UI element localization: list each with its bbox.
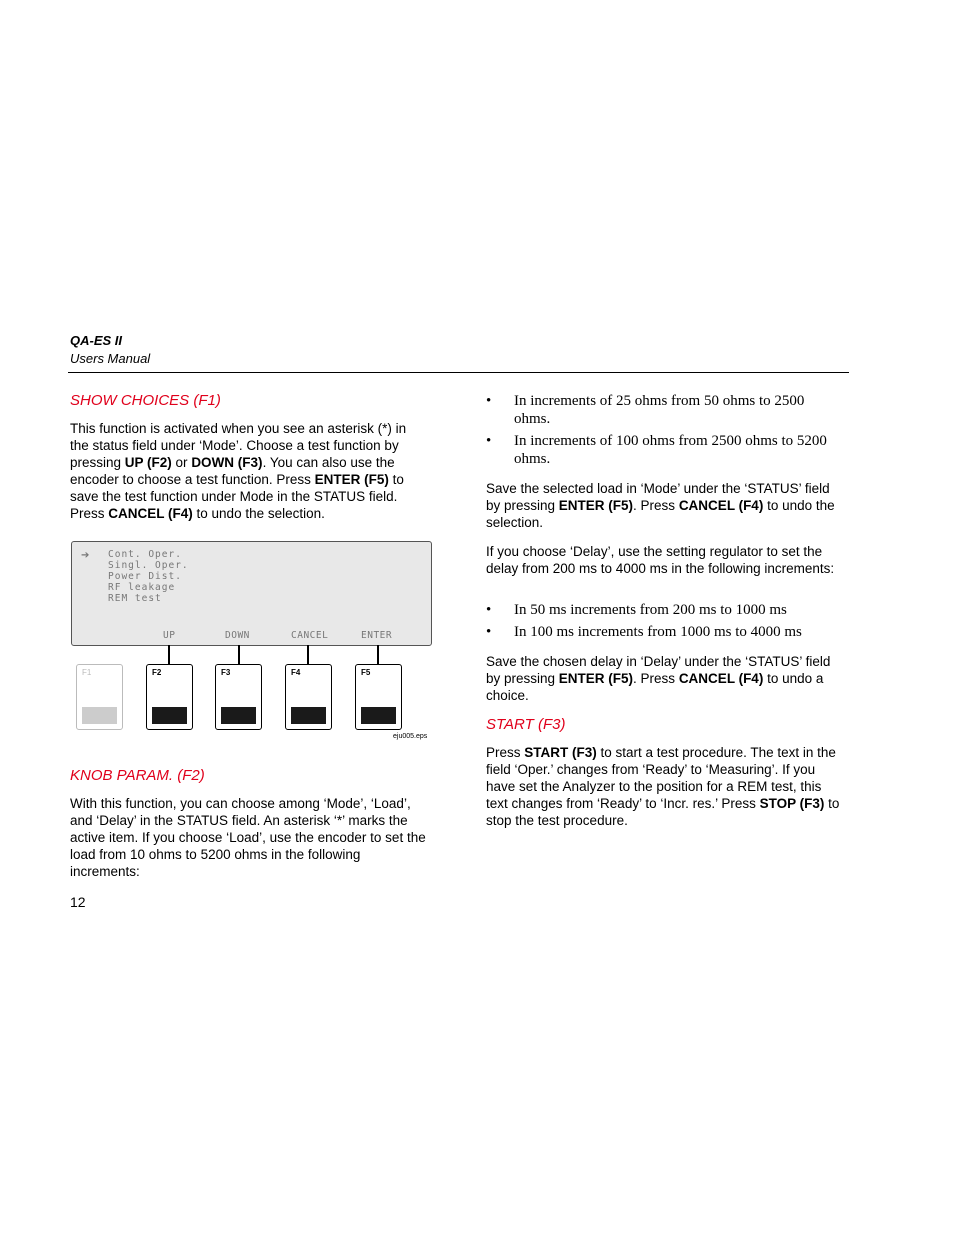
text-run: . You can also use the encoder to choose a test function. Press bbox=[70, 455, 395, 487]
delay-intro-paragraph: If you choose ‘Delay’, use the setting regulator to set the delay from 200 ms to 4000 ms in the following increments: bbox=[486, 544, 835, 576]
bullet-icon: • bbox=[486, 393, 492, 409]
show-choices-paragraph bbox=[70, 420, 426, 522]
text-run: Press bbox=[486, 745, 525, 760]
text-run: . Press bbox=[633, 671, 679, 686]
softkey-label-cancel: CANCEL bbox=[291, 630, 329, 641]
key-f4 bbox=[285, 664, 332, 730]
lcd-menu-item: RF leakage bbox=[108, 582, 176, 593]
bold-key-reference: ENTER (F5) bbox=[558, 671, 634, 686]
softkey-label-down: DOWN bbox=[225, 630, 250, 641]
key-connector bbox=[238, 645, 240, 664]
start-paragraph bbox=[486, 744, 842, 829]
key-f4-face bbox=[291, 707, 326, 724]
manual-subtitle: Users Manual bbox=[70, 351, 151, 366]
selection-arrow-icon: ➔ bbox=[81, 550, 90, 561]
key-connector bbox=[307, 645, 309, 664]
knob-param-heading: KNOB PARAM. (F2) bbox=[70, 767, 205, 784]
bullet-icon: • bbox=[486, 602, 492, 618]
page-number: 12 bbox=[70, 894, 86, 910]
key-f3 bbox=[215, 664, 262, 730]
list-item bbox=[486, 623, 842, 641]
list-item bbox=[486, 432, 842, 468]
text-run: to start a test procedure. The text in the field ‘Oper.’ changes from ‘Ready’ to ‘Measuring’. If you have set the Analyzer to the position for a REM test, this text changes from ‘Ready’ to ‘Incr. res.’ Press bbox=[486, 745, 836, 811]
list-item bbox=[486, 601, 842, 619]
lcd-screen bbox=[71, 541, 432, 646]
key-f2-label: F2 bbox=[152, 668, 162, 677]
start-heading: START (F3) bbox=[486, 716, 566, 733]
list-item-text: In increments of 25 ohms from 50 ohms to 2500 ohms. bbox=[514, 393, 805, 427]
key-f2 bbox=[146, 664, 193, 730]
text-run: Save the selected load in ‘Mode’ under the ‘STATUS’ field by pressing bbox=[486, 481, 830, 513]
text-run: to save the test function under Mode in the STATUS field. Press bbox=[70, 472, 404, 521]
bold-key-reference: UP (F2) bbox=[124, 455, 172, 470]
key-f4-label: F4 bbox=[291, 668, 301, 677]
header-rule bbox=[68, 372, 849, 373]
bullet-icon: • bbox=[486, 624, 492, 640]
key-f3-label: F3 bbox=[221, 668, 231, 677]
save-delay-paragraph bbox=[486, 653, 842, 704]
bullet-icon: • bbox=[486, 433, 492, 449]
load-increments-list bbox=[486, 392, 842, 472]
lcd-menu-item: REM test bbox=[108, 593, 162, 604]
save-load-paragraph bbox=[486, 480, 842, 531]
key-f1-label: F1 bbox=[82, 668, 92, 677]
key-connector bbox=[377, 645, 379, 664]
key-f5-label: F5 bbox=[361, 668, 371, 677]
knob-param-paragraph: With this function, you can choose among ‘Mode’, ‘Load’, and ‘Delay’ in the STATUS field. An asterisk ‘*’ marks the active item. If you choose ‘Load’, use the encoder to set the load from 10 ohms to 5200 ohms in the following increments: bbox=[70, 796, 426, 879]
delay-increments-list bbox=[486, 601, 842, 645]
text-run: or bbox=[171, 455, 192, 470]
list-item-text: In increments of 100 ohms from 2500 ohms to 5200 ohms. bbox=[514, 433, 827, 467]
bold-key-reference: CANCEL (F4) bbox=[678, 671, 764, 686]
softkey-label-up: UP bbox=[163, 630, 176, 641]
text-run: to undo a choice. bbox=[486, 671, 824, 703]
key-f3-face bbox=[221, 707, 256, 724]
bold-key-reference: CANCEL (F4) bbox=[678, 498, 764, 513]
softkey-label-enter: ENTER bbox=[361, 630, 393, 641]
lcd-menu bbox=[108, 549, 189, 604]
lcd-menu-item: Power Dist. bbox=[108, 571, 182, 582]
key-f1 bbox=[76, 664, 123, 730]
bold-key-reference: ENTER (F5) bbox=[314, 472, 389, 487]
lcd-menu-item: Singl. Oper. bbox=[108, 560, 189, 571]
key-f5-face bbox=[361, 707, 396, 724]
figure-caption: eju005.eps bbox=[393, 733, 428, 740]
text-run: to stop the test procedure. bbox=[486, 796, 840, 828]
bold-key-reference: DOWN (F3) bbox=[191, 455, 263, 470]
manual-title: QA-ES II bbox=[70, 333, 123, 348]
bold-key-reference: STOP (F3) bbox=[759, 796, 825, 811]
text-run: to undo the selection. bbox=[486, 498, 835, 530]
text-run: . Press bbox=[633, 498, 679, 513]
list-item bbox=[486, 392, 842, 428]
list-item-text: In 100 ms increments from 1000 ms to 4000 ms bbox=[514, 624, 802, 640]
bold-key-reference: CANCEL (F4) bbox=[108, 506, 193, 521]
text-run: to undo the selection. bbox=[192, 506, 325, 521]
bold-key-reference: ENTER (F5) bbox=[558, 498, 634, 513]
lcd-menu-item: Cont. Oper. bbox=[108, 549, 182, 560]
text-run: Save the chosen delay in ‘Delay’ under the ‘STATUS’ field by pressing bbox=[486, 654, 831, 686]
text-run: This function is activated when you see an asterisk (*) in the status field under ‘Mode’. Choose a test function by pressing bbox=[70, 421, 407, 470]
key-f5 bbox=[355, 664, 402, 730]
bold-key-reference: START (F3) bbox=[524, 745, 597, 760]
key-connector bbox=[168, 645, 170, 664]
show-choices-heading: SHOW CHOICES (F1) bbox=[70, 392, 221, 409]
key-f2-face bbox=[152, 707, 187, 724]
key-f1-face bbox=[82, 707, 117, 724]
list-item-text: In 50 ms increments from 200 ms to 1000 ms bbox=[514, 602, 787, 618]
